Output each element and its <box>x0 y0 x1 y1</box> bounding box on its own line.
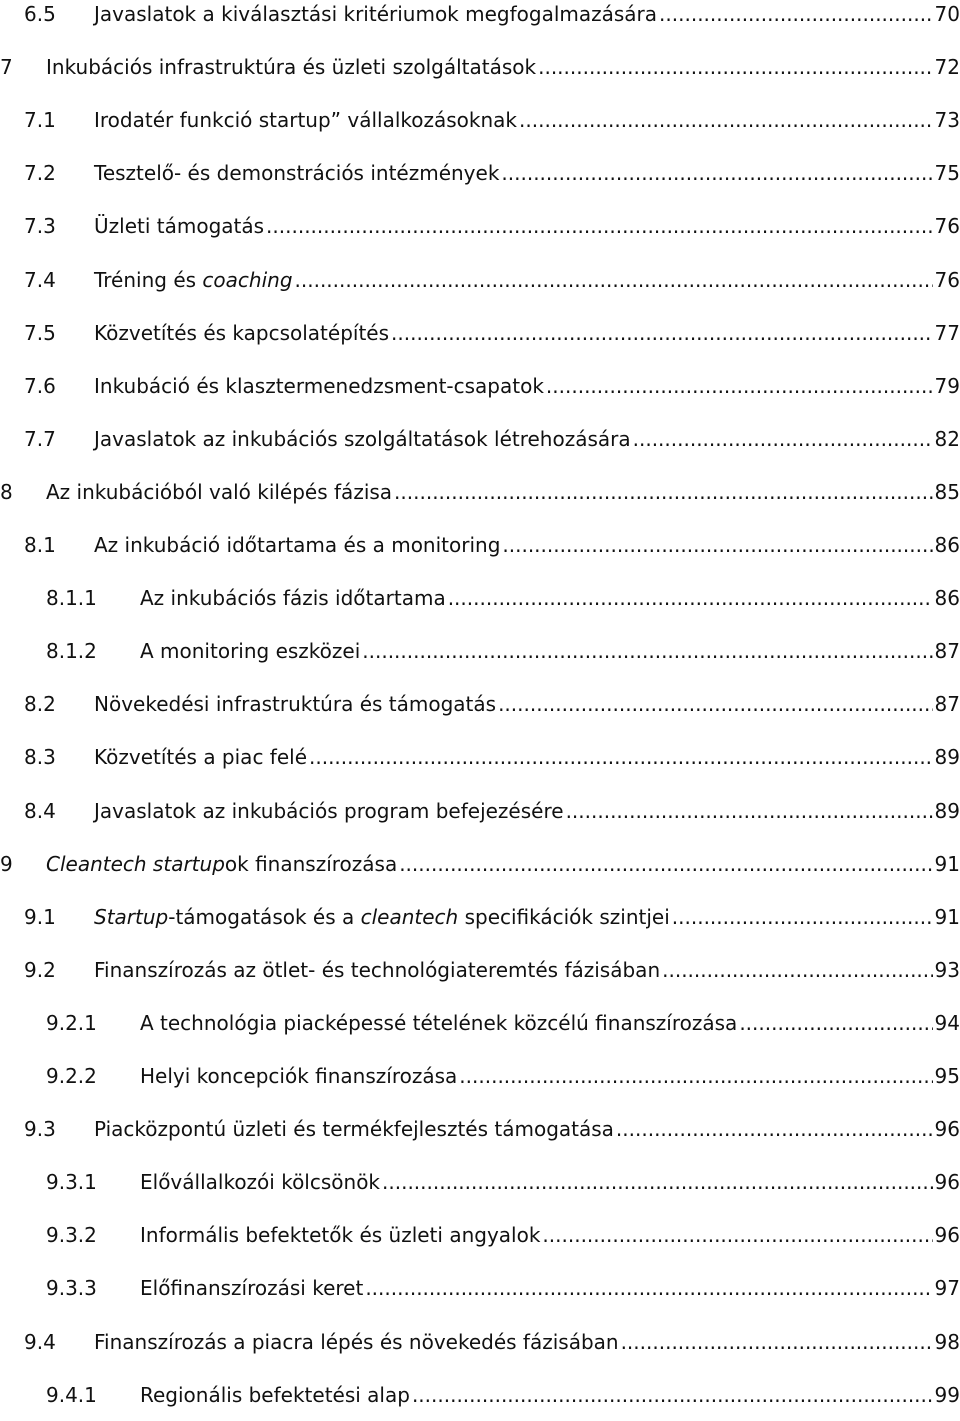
toc-entry-title <box>46 850 397 878</box>
toc-entry-number: 9.3.1 <box>46 1170 97 1195</box>
toc-entry-title-part: Javaslatok az inkubációs szolgáltatások létrehozására <box>94 426 631 451</box>
toc-entry-title-part: Inkubációs infrastruktúra és üzleti szolgáltatások <box>46 55 537 80</box>
toc-entry-title <box>94 425 631 453</box>
toc-entry[interactable] <box>0 1274 960 1314</box>
toc-dot-leader <box>365 1274 932 1302</box>
toc-page-number: 85 <box>934 479 960 504</box>
toc-entry-line <box>46 53 960 81</box>
toc-dot-leader <box>295 266 933 294</box>
toc-entry-line <box>140 1274 960 1302</box>
toc-entry[interactable] <box>0 637 960 677</box>
toc-dot-leader <box>538 53 932 81</box>
toc-entry-number: 9.2.2 <box>46 1064 97 1088</box>
toc-entry-number: 8.1.2 <box>46 639 97 664</box>
toc-entry-title-part: Az inkubációból való kilépés fázisa <box>46 479 393 504</box>
toc-page-number: 91 <box>934 904 960 929</box>
toc-entry-line <box>94 106 960 134</box>
toc-entry-number: 7.4 <box>24 267 56 292</box>
toc-page-number: 99 <box>934 1382 960 1407</box>
toc-entry-title <box>140 1168 380 1196</box>
toc-entry[interactable] <box>0 53 960 93</box>
toc-entry-title-part: ok finanszírozása <box>224 851 398 876</box>
toc-entry[interactable] <box>0 425 960 465</box>
toc-dot-leader <box>309 743 933 771</box>
toc-entry-title-part: Az inkubáció időtartama és a monitoring <box>94 533 501 557</box>
toc-entry-title <box>94 1115 614 1143</box>
toc-entry[interactable] <box>0 584 960 624</box>
toc-dot-leader <box>621 1328 933 1356</box>
toc-entry-line <box>94 212 960 240</box>
toc-entry-title <box>94 212 264 240</box>
toc-entry-number: 8 <box>0 479 13 504</box>
toc-page-number: 76 <box>934 214 960 239</box>
toc-entry-line <box>94 797 960 825</box>
toc-entry-title-part: Finanszírozás a piacra lépés és növekedés fázisában <box>94 1329 619 1354</box>
toc-entry-title-part: cleantech <box>360 904 459 929</box>
toc-entry-number: 6.5 <box>24 2 56 26</box>
toc-entry[interactable] <box>0 266 960 306</box>
toc-entry-line <box>94 903 960 931</box>
toc-page-number: 82 <box>934 426 960 451</box>
toc-entry-line <box>94 1328 960 1356</box>
toc-entry[interactable] <box>0 743 960 783</box>
toc-entry-line <box>140 1009 960 1037</box>
toc-entry-line <box>46 850 960 878</box>
toc-dot-leader <box>501 159 932 187</box>
toc-entry-line <box>140 584 960 612</box>
toc-entry-line <box>94 956 960 984</box>
toc-entry-title-part: Javaslatok a kiválasztási kritériumok megfogalmazására <box>94 2 658 26</box>
toc-entry-title <box>140 1274 363 1302</box>
toc-entry-line <box>94 266 960 294</box>
toc-page-number: 89 <box>934 798 960 823</box>
toc-entry-title-part: Előfinanszírozási keret <box>140 1276 364 1301</box>
toc-entry[interactable] <box>0 956 960 996</box>
toc-entry-title-part: coaching <box>202 267 293 292</box>
toc-entry[interactable] <box>0 1115 960 1155</box>
toc-entry-number: 9.3.2 <box>46 1223 97 1248</box>
toc-entry[interactable] <box>0 159 960 199</box>
toc-dot-leader <box>546 372 933 400</box>
toc-entry-title <box>140 1009 737 1037</box>
toc-entry-title <box>94 743 307 771</box>
toc-entry[interactable] <box>0 478 960 518</box>
toc-page-number: 75 <box>934 161 960 186</box>
toc-entry-title-part: Közvetítés a piac felé <box>94 745 307 770</box>
toc-dot-leader <box>566 797 933 825</box>
toc-dot-leader <box>391 319 933 347</box>
toc-entry-title-part: Irodatér funkció startup” vállalkozásoknak <box>94 108 518 133</box>
toc-dot-leader <box>616 1115 933 1143</box>
toc-entry[interactable] <box>0 1221 960 1261</box>
toc-entry-line <box>140 1381 960 1409</box>
toc-dot-leader <box>633 425 933 453</box>
toc-page-number: 73 <box>934 108 960 133</box>
toc-dot-leader <box>459 1062 932 1090</box>
toc-entry-number: 7.7 <box>24 426 56 451</box>
toc-entry-number: 9.4 <box>24 1329 56 1354</box>
toc-entry-title-part: Helyi koncepciók finanszírozása <box>140 1064 458 1088</box>
toc-entry-title <box>140 1221 540 1249</box>
toc-entry-title <box>94 956 660 984</box>
toc-entry-title <box>140 637 360 665</box>
toc-entry-title-part: A technológia piacképessé tételének közcélú finanszírozása <box>140 1010 738 1035</box>
toc-entry-number: 8.3 <box>24 745 56 770</box>
toc-entry[interactable] <box>0 531 960 571</box>
toc-page-number: 87 <box>934 639 960 664</box>
toc-entry-title-part: Startup <box>94 904 169 929</box>
toc-entry-title <box>46 53 536 81</box>
toc-page-number: 72 <box>934 55 960 80</box>
toc-entry[interactable] <box>0 903 960 943</box>
toc-entry-title-part: Elővállalkozói kölcsönök <box>140 1170 381 1195</box>
toc-dot-leader <box>542 1221 932 1249</box>
toc-entry-title-part: Finanszírozás az ötlet- és technológiateremtés fázisában <box>94 957 661 982</box>
toc-entry-number: 7 <box>0 55 13 80</box>
toc-entry[interactable] <box>0 850 960 890</box>
toc-entry[interactable] <box>0 319 960 359</box>
toc-entry-title <box>140 1381 410 1409</box>
toc-entry-number: 9.3.3 <box>46 1276 97 1301</box>
toc-dot-leader <box>498 690 932 718</box>
toc-dot-leader <box>394 478 933 506</box>
toc-entry-number: 9.4.1 <box>46 1382 97 1407</box>
toc-page-number: 70 <box>934 2 960 26</box>
toc-entry-number: 9.1 <box>24 904 56 929</box>
toc-dot-leader <box>519 106 933 134</box>
toc-entry-line <box>140 1221 960 1249</box>
toc-page-number: 98 <box>934 1329 960 1354</box>
toc-entry-title <box>94 159 499 187</box>
toc-dot-leader <box>412 1381 933 1409</box>
toc-entry-title <box>140 1062 457 1090</box>
toc-entry-title-part: Tesztelő- és demonstrációs intézmények <box>94 161 500 186</box>
toc-entry-line <box>140 637 960 665</box>
toc-entry-title-part: Inkubáció és klasztermenedzsment-csapatok <box>94 373 544 398</box>
toc-page-number: 89 <box>934 745 960 770</box>
toc-entry-title-part: -támogatások és a <box>168 904 361 929</box>
toc-entry-title-part: Piacközpontú üzleti és termékfejlesztés támogatása <box>94 1117 614 1142</box>
toc-entry[interactable] <box>0 797 960 837</box>
toc-entry-title-part: Javaslatok az inkubációs program befejezésére <box>94 798 564 823</box>
toc-dot-leader <box>399 850 932 878</box>
toc-entry[interactable] <box>0 1168 960 1208</box>
toc-page-number: 93 <box>934 957 960 982</box>
toc-entry-line <box>94 159 960 187</box>
toc-entry-title <box>94 319 389 347</box>
toc-entry[interactable] <box>0 1009 960 1049</box>
toc-entry[interactable] <box>0 690 960 730</box>
toc-page-number: 96 <box>934 1223 960 1248</box>
toc-entry-number: 7.5 <box>24 320 56 345</box>
toc-dot-leader <box>739 1009 932 1037</box>
toc-dot-leader <box>659 0 933 28</box>
toc-page-number: 96 <box>934 1117 960 1142</box>
toc-page-number: 76 <box>934 267 960 292</box>
toc-entry-number: 7.6 <box>24 373 56 398</box>
toc-entry-line <box>140 1168 960 1196</box>
toc-entry-title-part: specifikációk szintjei <box>458 904 670 929</box>
toc-entry-number: 8.2 <box>24 692 56 717</box>
toc-entry-title <box>94 531 500 559</box>
toc-entry-line <box>94 319 960 347</box>
toc-entry[interactable] <box>0 1381 960 1421</box>
toc-dot-leader <box>382 1168 933 1196</box>
toc-page-number: 77 <box>934 320 960 345</box>
toc-page-number: 86 <box>934 533 960 557</box>
toc-entry-title <box>94 1328 619 1356</box>
toc-entry-title <box>140 584 446 612</box>
toc-page-number: 87 <box>934 692 960 717</box>
toc-dot-leader <box>672 903 933 931</box>
toc-page-number: 86 <box>934 586 960 611</box>
toc-entry-line <box>140 1062 960 1090</box>
toc-entry-title-part: Az inkubációs fázis időtartama <box>140 586 446 611</box>
toc-entry-title <box>94 266 293 294</box>
toc-entry-line <box>94 372 960 400</box>
toc-page-number: 96 <box>934 1170 960 1195</box>
toc-entry[interactable] <box>0 1328 960 1368</box>
toc-entry-line <box>94 743 960 771</box>
toc-entry[interactable] <box>0 106 960 146</box>
toc-entry-number: 8.4 <box>24 798 56 823</box>
toc-entry-line <box>94 0 960 28</box>
toc-entry-number: 8.1.1 <box>46 586 97 611</box>
toc-entry-line <box>94 690 960 718</box>
toc-entry-line <box>94 425 960 453</box>
toc-entry-title-part: Regionális befektetési alap <box>140 1382 410 1407</box>
toc-page-number: 95 <box>934 1064 960 1088</box>
toc-entry-title <box>94 0 657 28</box>
toc-page-number: 97 <box>934 1276 960 1301</box>
toc-entry-title-part: Cleantech startup <box>46 851 225 876</box>
toc-entry-number: 9.2.1 <box>46 1010 97 1035</box>
toc-entry-title <box>94 903 670 931</box>
toc-entry-title <box>94 372 544 400</box>
toc-entry-number: 9 <box>0 851 13 876</box>
toc-dot-leader <box>662 956 932 984</box>
toc-entry[interactable] <box>0 372 960 412</box>
toc-entry-title <box>46 478 392 506</box>
toc-entry-title-part: Növekedési infrastruktúra és támogatás <box>94 692 497 717</box>
toc-dot-leader <box>448 584 933 612</box>
toc-entry-title <box>94 106 517 134</box>
toc-entry-number: 7.2 <box>24 161 56 186</box>
toc-entry-line <box>94 1115 960 1143</box>
toc-entry-title-part: Üzleti támogatás <box>94 214 265 239</box>
toc-entry[interactable] <box>0 0 960 40</box>
toc-entry-line <box>94 531 960 559</box>
toc-page-number: 79 <box>934 373 960 398</box>
toc-entry-number: 9.3 <box>24 1117 56 1142</box>
toc-entry[interactable] <box>0 1062 960 1102</box>
toc-entry-title-part: Informális befektetők és üzleti angyalok <box>140 1223 541 1248</box>
toc-entry-title-part: Közvetítés és kapcsolatépítés <box>94 320 390 345</box>
toc-dot-leader <box>362 637 932 665</box>
toc-entry-line <box>46 478 960 506</box>
toc-entry-number: 7.1 <box>24 108 56 133</box>
toc-entry-title-part: A monitoring eszközei <box>140 639 361 664</box>
toc-entry-number: 8.1 <box>24 533 56 557</box>
toc-page-number: 94 <box>934 1010 960 1035</box>
toc-entry[interactable] <box>0 212 960 252</box>
toc-entry-title <box>94 797 564 825</box>
toc-dot-leader <box>266 212 933 240</box>
toc-entry-number: 9.2 <box>24 957 56 982</box>
toc-page-number: 91 <box>934 851 960 876</box>
toc-entry-title <box>94 690 496 718</box>
toc-entry-number: 7.3 <box>24 214 56 239</box>
toc-entry-title-part: Tréning és <box>94 267 203 292</box>
toc-dot-leader <box>502 531 932 559</box>
